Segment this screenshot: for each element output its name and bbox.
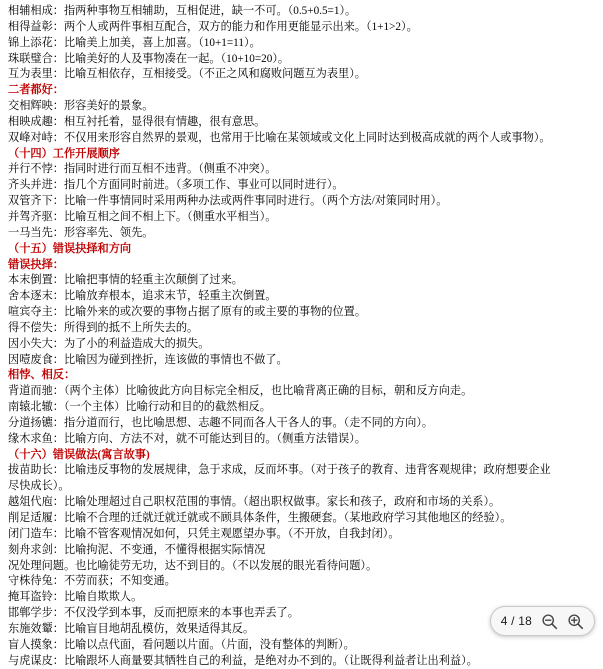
text-line: 越俎代庖：比喻处理超过自己职权范围的事情。（超出职权做事。家长和孩子，政府和市场的关系）。 [8,496,501,509]
zoom-out-icon [541,613,558,630]
text-line: 尽快成长）。 [8,480,70,493]
text-line: 相辅相成：指两种事物互相辅助，互相促进，缺一不可。（0.5+0.5=1）。 [8,5,357,17]
text-line: 喧宾夺主：比喻外来的或次要的事物占据了原有的或主要的事物的位置。 [8,306,367,319]
text-line: 南辕北辙：（一个主体）比喻行动和目的的截然相反。 [8,401,271,414]
text-line: 舍本逐末：比喻放弃根本，追求末节，轻重主次倒置。 [8,290,277,303]
text-line: 削足适履：比喻不合理的迁就迁就迁就或不顾具体条件，生搬硬套。（某地政府学习其他地区的经验）。 [8,512,512,524]
text-line: 本末倒置：比喻把事情的轻重主次颠倒了过来。 [8,274,243,287]
text-line: 交相辉映：形容美好的景象。 [8,100,154,113]
text-line: 双管齐下：比喻一件事情同时采用两种办法或两件事同时进行。（两个方法/对策同时用）。 [8,195,448,208]
text-line: 分道扬镳：指分道而行，也比喻思想、志趣不同而各人干各人的事。（走不同的方向）。 [8,416,434,429]
section-heading: （十六）错误做法(寓言故事) [8,448,150,461]
text-line: 因小失大：为了小的利益造成大的损失。 [8,337,210,350]
zoom-in-button[interactable] [564,610,586,632]
zoom-in-icon [567,613,584,630]
text-line: 闭门造车：比喻不管客观情况如何，只凭主观愿望办事。（不开放，自我封闭）。 [8,527,400,540]
text-line: 并驾齐驱：比喻互相之间不相上下。（侧重水平相当）。 [8,210,277,223]
text-line: 与虎谋皮：比喻跟坏人商量要其牺牲自己的利益，是绝对办不到的。（让既得利益者让出利益）。 [8,654,478,667]
text-line: 盲人摸象：比喻以点代面，看问题以片面。（片面，没有整体的判断）。 [8,638,355,651]
text-line: 拔苗助长：比喻违反事物的发展规律，急于求成，反而坏事。（对于孩子的教育、违背客观规律；政府想要企业 [8,464,551,477]
text-line: 得不偿失：所得到的抵不上所失去的。 [8,321,199,334]
text-line: 守株待兔：不劳而获；不知变通。 [8,575,176,588]
text-line: 背道而驰：（两个主体）比喻彼此方向目标完全相反，也比喻背离正确的目标，朝和反方向走。 [8,385,473,398]
text-line: 刻舟求剑：比喻拘泥、不变通，不懂得根据实际情况 [8,543,266,556]
text-line: 珠联璧合：比喻美好的人及事物凑在一起。（10+10=20）。 [8,52,290,65]
text-line: 缘木求鱼：比喻方向、方法不对，就不可能达到目的。（侧重方法错误）。 [8,432,366,445]
text-line: 相映成趣：相互衬托着，显得很有情趣，很有意思。 [8,115,266,128]
section-heading: （十四）工作开展顺序 [8,147,120,160]
section-subheading: 二者都好： [8,84,64,97]
text-line: 东施效颦：比喻盲目地胡乱模仿，效果适得其反。 [8,622,255,635]
section-heading: （十五）错误抉择和方向 [8,242,132,255]
pdf-viewer-toolbar [490,606,595,636]
text-line: 互为表里：比喻互相依存，互相接受。（不正之风和腐败问题互为表里）。 [8,68,366,81]
section-subheading: 相悖、相反： [8,369,76,382]
zoom-out-button[interactable] [538,610,560,632]
text-line: 并行不悖：指同时进行而互相不违背。（侧重不冲突）。 [8,163,277,176]
text-line: 一马当先：形容率先、领先。 [8,226,154,239]
text-line: 况处理问题。也比喻徒劳无功，达不到目的。（不以发展的眼光看待问题）。 [8,559,378,572]
text-line: 锦上添花：比喻美上加美，喜上加喜。（10+1=11）。 [8,36,261,49]
text-line: 因噎废食：比喻因为碰到挫折，连该做的事情也不做了。 [8,353,288,366]
text-line: 掩耳盗铃：比喻自欺欺人。 [8,591,143,604]
page-indicator: 4 / 18 [500,614,532,628]
text-line: 邯郸学步：不仅没学到本事，反而把原来的本事也弄丢了。 [8,607,299,620]
text-line: 齐头并进：指几个方面同时前进。（多项工作、事业可以同时进行）。 [8,179,344,192]
text-line: 双峰对峙：不仅用来形容自然界的景观，也常用于比喻在某领域或文化上同时达到极高成就的两个人或事物）。 [8,131,551,144]
section-subheading: 错误抉择： [8,258,64,271]
text-line: 相得益彰：两个人或两件事相互配合，双方的能力和作用更能显示出来。（1+1>2）。 [8,20,418,33]
